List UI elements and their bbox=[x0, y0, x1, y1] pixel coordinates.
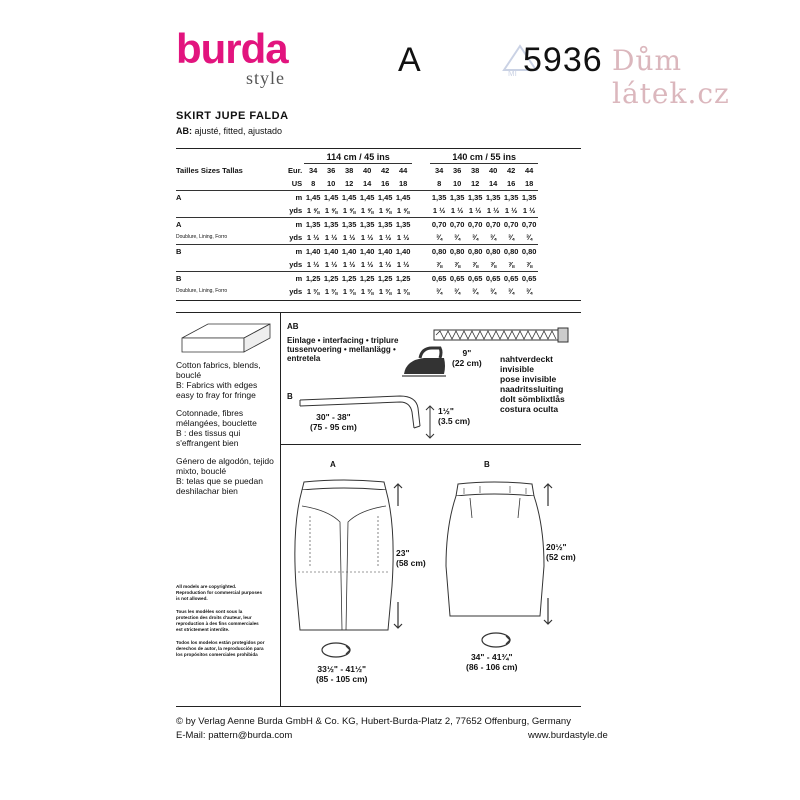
yardage-yds-3-11: ¾ bbox=[526, 287, 533, 296]
yardage-m-1-3: 1,35 bbox=[358, 218, 376, 232]
fabric-suggestions bbox=[176, 316, 276, 504]
yardage-m-1-0: 1,35 bbox=[304, 218, 322, 232]
zipper-icon bbox=[432, 324, 572, 346]
yardage-m-3-11: 0,65 bbox=[520, 272, 538, 286]
yardage-row-sublabel: Doublure, Lining, Forro bbox=[176, 234, 228, 240]
watermark: Dům látek.cz bbox=[612, 44, 730, 110]
table-bottom-rule bbox=[176, 300, 581, 301]
yardage-m-0-3: 1,45 bbox=[358, 191, 376, 205]
yardage-yds-2-6: ⅞ bbox=[436, 260, 443, 269]
us-size-11: 18 bbox=[525, 179, 534, 188]
yardage-m-0-1: 1,45 bbox=[322, 191, 340, 205]
us-label: US bbox=[291, 179, 303, 188]
copyright-es: Todos los modelos están protegidos por derechos de autor, la reproducción para los propósitos comerciales prohibida bbox=[176, 640, 265, 657]
yardage-m-0-5: 1,45 bbox=[394, 191, 412, 205]
yardage-yds-3-0: 1 ⅜ bbox=[306, 287, 320, 296]
yardage-row-sublabel bbox=[176, 204, 288, 218]
yardage-yds-0-4: 1 ⅝ bbox=[378, 206, 392, 215]
yardage-m-0-9: 1,35 bbox=[484, 191, 502, 205]
yardage-m-0-0: 1,45 bbox=[304, 191, 322, 205]
yardage-m-0-6: 1,35 bbox=[430, 191, 448, 205]
yardage-m-1-1: 1,35 bbox=[322, 218, 340, 232]
zipper-type: nahtverdeckt invisible pose invisible naadritssluiting dolt sömblixtlås costura oculta bbox=[500, 354, 565, 414]
yardage-yds-0-1: 1 ⅝ bbox=[324, 206, 338, 215]
fabric-en: Cotton fabrics, blends, bouclé B: Fabrics with edges easy to fray for fringe bbox=[176, 360, 261, 400]
yardage-m-3-5: 1,25 bbox=[394, 272, 412, 286]
skirt-b-hip-icon bbox=[476, 628, 516, 652]
yardage-m-0-2: 1,45 bbox=[340, 191, 358, 205]
publisher-line: © by Verlag Aenne Burda GmbH & Co. KG, Hubert-Burda-Platz 2, 77652 Offenburg, Germany bbox=[176, 716, 571, 727]
eur-size-5: 44 bbox=[399, 166, 408, 175]
yardage-m-3-0: 1,25 bbox=[304, 272, 322, 286]
us-size-6: 8 bbox=[437, 179, 442, 188]
table-top-rule bbox=[176, 148, 581, 149]
band-label: B bbox=[287, 392, 293, 401]
copyright-en: All models are copyrighted. Reproduction for commercial purposes is not allowed. bbox=[176, 584, 263, 601]
eur-size-9: 40 bbox=[489, 166, 498, 175]
iron-icon bbox=[400, 344, 450, 380]
yardage-yds-1-1: 1 ½ bbox=[324, 233, 338, 242]
eur-size-3: 40 bbox=[363, 166, 372, 175]
us-size-5: 18 bbox=[399, 179, 408, 188]
notions-label: AB bbox=[287, 322, 299, 331]
fabric-fr: Cotonnade, fibres mélangées, bouclette B : des tissus qui s'effrangent bien bbox=[176, 408, 257, 448]
yardage-yds-3-6: ¾ bbox=[436, 287, 443, 296]
band-length: 30" - 38" (75 - 95 cm) bbox=[310, 412, 357, 432]
yardage-m-3-10: 0,65 bbox=[502, 272, 520, 286]
eur-size-2: 38 bbox=[345, 166, 354, 175]
yardage-m-2-7: 0,80 bbox=[448, 245, 466, 259]
yardage-m-3-1: 1,25 bbox=[322, 272, 340, 286]
yardage-m-1-4: 1,35 bbox=[376, 218, 394, 232]
copyright-notes bbox=[176, 584, 266, 665]
yardage-m-1-5: 1,35 bbox=[394, 218, 412, 232]
yardage-m-3-2: 1,25 bbox=[340, 272, 358, 286]
skirt-a-hip: 33½" - 41½" (85 - 105 cm) bbox=[316, 664, 368, 684]
yardage-yds-2-8: ⅞ bbox=[472, 260, 479, 269]
garment-title: SKIRT JUPE FALDA bbox=[176, 110, 289, 122]
yardage-m-2-5: 1,40 bbox=[394, 245, 412, 259]
yardage-m-1-2: 1,35 bbox=[340, 218, 358, 232]
yardage-row-label: A bbox=[176, 218, 288, 232]
skirt-a-length: 23" (58 cm) bbox=[396, 548, 426, 568]
view-a-label: A bbox=[330, 460, 336, 469]
yardage-m-2-8: 0,80 bbox=[466, 245, 484, 259]
yardage-table bbox=[176, 150, 538, 298]
skirt-b-length: 20½" (52 cm) bbox=[546, 542, 576, 562]
brand-logo: burda bbox=[176, 25, 288, 72]
yardage-yds-3-10: ¾ bbox=[508, 287, 515, 296]
yardage-yds-3-8: ¾ bbox=[472, 287, 479, 296]
yardage-yds-0-0: 1 ⅝ bbox=[306, 206, 320, 215]
skirt-b-drawing bbox=[440, 476, 550, 626]
fabric-width-140: 140 cm / 55 ins bbox=[430, 150, 538, 164]
yardage-yds-1-4: 1 ½ bbox=[378, 233, 392, 242]
yardage-yds-1-6: ¾ bbox=[436, 233, 443, 242]
yardage-m-0-7: 1,35 bbox=[448, 191, 466, 205]
yardage-yds-2-0: 1 ½ bbox=[306, 260, 320, 269]
yardage-m-3-8: 0,65 bbox=[466, 272, 484, 286]
yardage-m-0-8: 1,35 bbox=[466, 191, 484, 205]
yardage-yds-0-3: 1 ⅝ bbox=[360, 206, 374, 215]
interfacing-text: Einlage • interfacing • triplure tussenvoering • mellanlägg • entretela bbox=[287, 336, 399, 363]
yardage-m-1-8: 0,70 bbox=[466, 218, 484, 232]
yardage-m-2-9: 0,80 bbox=[484, 245, 502, 259]
skirt-b-hip: 34" - 41¾" (86 - 106 cm) bbox=[466, 652, 518, 672]
yardage-m-1-10: 0,70 bbox=[502, 218, 520, 232]
yardage-row-sublabel: Doublure, Lining, Forro bbox=[176, 288, 228, 294]
us-size-10: 16 bbox=[507, 179, 516, 188]
yardage-yds-1-5: 1 ½ bbox=[396, 233, 410, 242]
zipper-length: 9" (22 cm) bbox=[452, 348, 482, 368]
eur-size-0: 34 bbox=[309, 166, 318, 175]
yardage-yds-0-2: 1 ⅝ bbox=[342, 206, 356, 215]
yardage-m-2-11: 0,80 bbox=[520, 245, 538, 259]
yardage-yds-3-5: 1 ⅜ bbox=[396, 287, 410, 296]
yardage-m-0-4: 1,45 bbox=[376, 191, 394, 205]
yardage-yds-1-10: ¾ bbox=[508, 233, 515, 242]
yardage-row-label: B bbox=[176, 272, 288, 286]
yardage-yds-0-7: 1 ½ bbox=[450, 206, 464, 215]
yardage-yds-3-1: 1 ⅜ bbox=[324, 287, 338, 296]
us-size-7: 10 bbox=[453, 179, 462, 188]
yardage-yds-3-2: 1 ⅜ bbox=[342, 287, 356, 296]
yardage-m-2-4: 1,40 bbox=[376, 245, 394, 259]
view-letter: A bbox=[398, 41, 421, 79]
eur-size-10: 42 bbox=[507, 166, 516, 175]
us-size-8: 12 bbox=[471, 179, 480, 188]
yardage-m-0-11: 1,35 bbox=[520, 191, 538, 205]
unit-yds: yds bbox=[289, 260, 303, 269]
us-size-1: 10 bbox=[327, 179, 336, 188]
yardage-yds-0-9: 1 ½ bbox=[486, 206, 500, 215]
eur-size-11: 44 bbox=[525, 166, 534, 175]
fabric-es: Género de algodón, tejido mixto, bouclé B: telas que se puedan deshilachar bien bbox=[176, 456, 274, 496]
yardage-yds-0-6: 1 ½ bbox=[432, 206, 446, 215]
eur-size-8: 38 bbox=[471, 166, 480, 175]
eur-size-1: 36 bbox=[327, 166, 336, 175]
website-link[interactable]: www.burdastyle.de bbox=[528, 730, 608, 741]
yardage-yds-1-8: ¾ bbox=[472, 233, 479, 242]
yardage-yds-3-3: 1 ⅜ bbox=[360, 287, 374, 296]
yardage-m-1-9: 0,70 bbox=[484, 218, 502, 232]
yardage-yds-1-2: 1 ½ bbox=[342, 233, 356, 242]
email-link[interactable]: E-Mail: pattern@burda.com bbox=[176, 730, 293, 741]
yardage-yds-1-3: 1 ½ bbox=[360, 233, 374, 242]
yardage-yds-3-4: 1 ⅜ bbox=[378, 287, 392, 296]
eur-size-4: 42 bbox=[381, 166, 390, 175]
yardage-m-2-1: 1,40 bbox=[322, 245, 340, 259]
copyright-fr: Tous les modèles sont sous la protection des droits d'auteur, leur reproduction à des fins commerciales est strictement interdite. bbox=[176, 609, 259, 632]
yardage-m-2-2: 1,40 bbox=[340, 245, 358, 259]
eur-size-7: 36 bbox=[453, 166, 462, 175]
us-size-2: 12 bbox=[345, 179, 354, 188]
yardage-m-3-3: 1,25 bbox=[358, 272, 376, 286]
us-size-4: 16 bbox=[381, 179, 390, 188]
band-width: 1½" (3.5 cm) bbox=[438, 406, 471, 426]
svg-text:MI: MI bbox=[508, 69, 517, 78]
unit-yds: yds bbox=[289, 206, 303, 215]
garment-subtitle bbox=[176, 126, 282, 136]
yardage-yds-2-5: 1 ½ bbox=[396, 260, 410, 269]
skirt-a-drawing bbox=[288, 476, 408, 636]
eur-size-6: 34 bbox=[435, 166, 444, 175]
brand-sub-logo: style bbox=[246, 68, 285, 88]
diagram-bottom-rule bbox=[176, 706, 581, 707]
us-size-0: 8 bbox=[311, 179, 316, 188]
unit-m: m bbox=[288, 218, 304, 232]
diagram-divider bbox=[280, 312, 281, 706]
unit-m: m bbox=[288, 272, 304, 286]
yardage-yds-2-2: 1 ½ bbox=[342, 260, 356, 269]
yardage-yds-2-3: 1 ½ bbox=[360, 260, 374, 269]
yardage-yds-2-1: 1 ½ bbox=[324, 260, 338, 269]
skirt-a-hip-icon bbox=[316, 638, 356, 662]
unit-m: m bbox=[288, 191, 304, 205]
unit-yds: yds bbox=[289, 233, 303, 242]
yardage-m-3-7: 0,65 bbox=[448, 272, 466, 286]
yardage-yds-1-11: ¾ bbox=[526, 233, 533, 242]
yardage-yds-0-11: 1 ½ bbox=[522, 206, 536, 215]
yardage-yds-2-7: ⅞ bbox=[454, 260, 461, 269]
notions-rule bbox=[280, 444, 581, 445]
yardage-yds-1-7: ¾ bbox=[454, 233, 461, 242]
view-b-label: B bbox=[484, 460, 490, 469]
us-size-3: 14 bbox=[363, 179, 372, 188]
yardage-yds-0-10: 1 ½ bbox=[504, 206, 518, 215]
eur-label: Eur. bbox=[288, 165, 303, 175]
subtitle-prefix: AB: bbox=[176, 126, 192, 136]
yardage-row-sublabel bbox=[176, 258, 288, 272]
yardage-yds-0-5: 1 ⅝ bbox=[396, 206, 410, 215]
yardage-yds-2-10: ⅞ bbox=[508, 260, 515, 269]
pattern-number: 5936 bbox=[523, 41, 603, 79]
yardage-m-3-6: 0,65 bbox=[430, 272, 448, 286]
yardage-row-label: A bbox=[176, 191, 288, 205]
yardage-m-1-6: 0,70 bbox=[430, 218, 448, 232]
yardage-m-1-11: 0,70 bbox=[520, 218, 538, 232]
yardage-yds-1-9: ¾ bbox=[490, 233, 497, 242]
yardage-m-1-7: 0,70 bbox=[448, 218, 466, 232]
yardage-yds-3-9: ¾ bbox=[490, 287, 497, 296]
us-size-9: 14 bbox=[489, 179, 498, 188]
yardage-yds-1-0: 1 ½ bbox=[306, 233, 320, 242]
unit-m: m bbox=[288, 245, 304, 259]
yardage-m-3-4: 1,25 bbox=[376, 272, 394, 286]
diagram-top-rule bbox=[176, 312, 581, 313]
yardage-yds-2-11: ⅞ bbox=[526, 260, 533, 269]
yardage-row-label: B bbox=[176, 245, 288, 259]
subtitle-text: ajusté, fitted, ajustado bbox=[192, 126, 283, 136]
yardage-m-2-6: 0,80 bbox=[430, 245, 448, 259]
band-width-arrow-icon bbox=[424, 404, 436, 440]
yardage-yds-2-9: ⅞ bbox=[490, 260, 497, 269]
yardage-m-0-10: 1,35 bbox=[502, 191, 520, 205]
unit-yds: yds bbox=[289, 287, 303, 296]
yardage-m-3-9: 0,65 bbox=[484, 272, 502, 286]
yardage-m-2-0: 1,40 bbox=[304, 245, 322, 259]
yardage-m-2-10: 0,80 bbox=[502, 245, 520, 259]
fabric-width-114: 114 cm / 45 ins bbox=[304, 150, 412, 164]
yardage-m-2-3: 1,40 bbox=[358, 245, 376, 259]
yardage-yds-3-7: ¾ bbox=[454, 287, 461, 296]
yardage-yds-0-8: 1 ½ bbox=[468, 206, 482, 215]
size-header: Tailles Sizes Tallas bbox=[176, 165, 243, 175]
yardage-yds-2-4: 1 ½ bbox=[378, 260, 392, 269]
